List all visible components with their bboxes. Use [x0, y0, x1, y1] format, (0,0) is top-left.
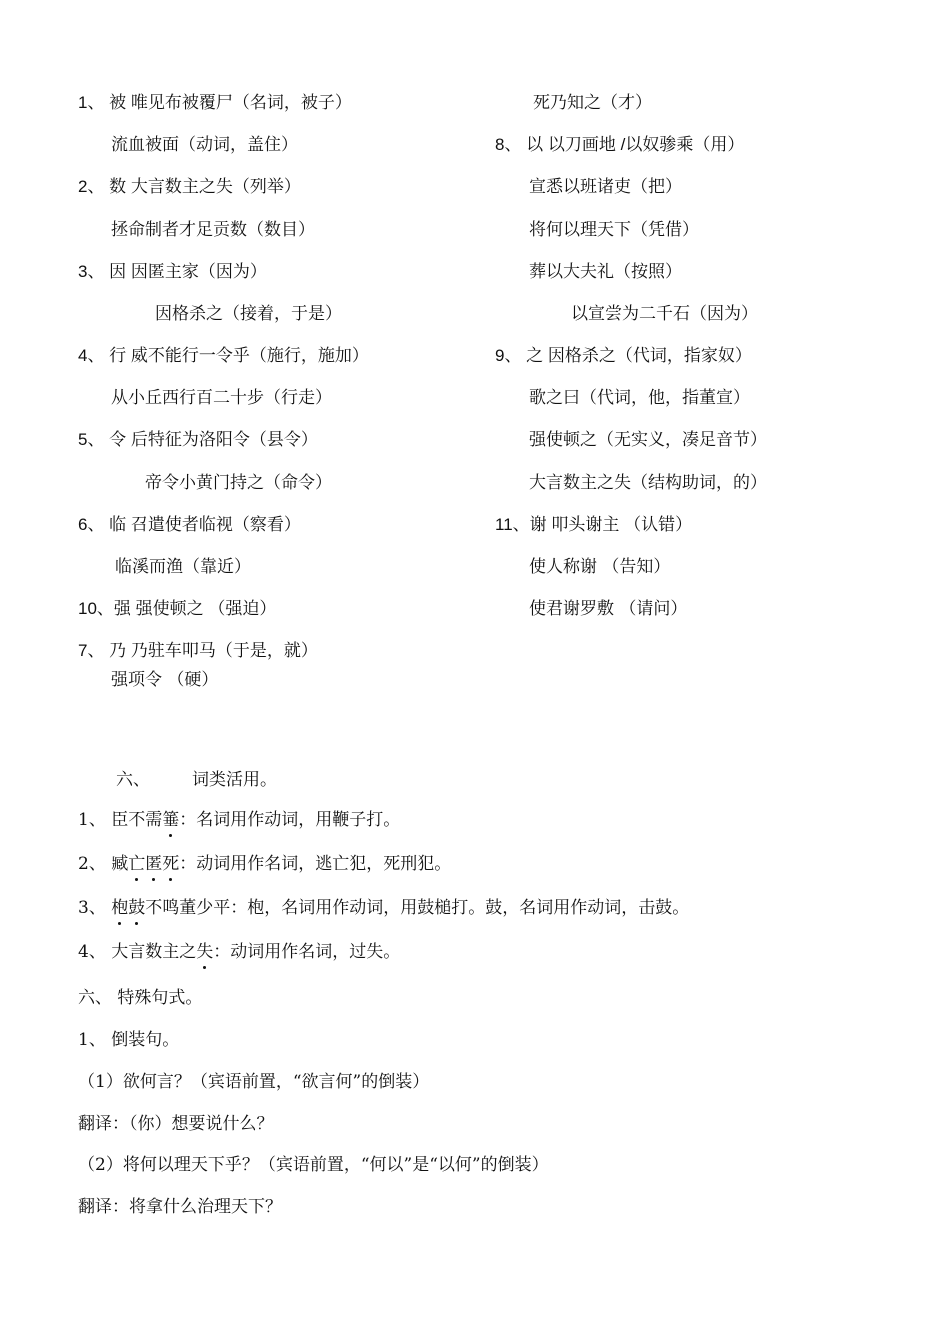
entry-xing: 4、 行 威不能行一令乎（施行，施加） — [78, 346, 369, 365]
entry-ling: 5、 令 后特征为洛阳令（县令） — [78, 430, 318, 449]
entry-bei-example: 流血被面（动词，盖住） — [111, 135, 298, 155]
entry-shu: 2、 数 大言数主之失（列举） — [78, 177, 301, 196]
emphasis-char: 亡 — [128, 854, 146, 874]
item-number: 3、 — [78, 898, 106, 918]
entry-xie: 11、谢 叩头谢主 （认错） — [495, 515, 693, 534]
entry-yi-example-2: 将何以理天下（凭借） — [529, 220, 699, 240]
entry-lin: 6、 临 召遣使者临视（察看） — [78, 515, 301, 534]
entry-zhi-example-3: 大言数主之失（结构助词，的） — [529, 473, 767, 493]
item-explanation: 不鸣董少平：枹，名词用作动词，用鼓槌打。鼓，名词用作动词，击鼓。 — [145, 898, 690, 918]
entry-xing-example: 从小丘西行百二十步（行走） — [111, 388, 332, 408]
item-number: 4、 — [78, 942, 106, 962]
word-class-item-3 — [78, 897, 689, 919]
entry-shu-example: 拯命制者才足贡数（数目） — [111, 220, 315, 240]
item-explanation: ：名词用作动词，用鞭子打。 — [179, 810, 401, 830]
entry-qiang: 10、强 强使顿之 （强迫） — [78, 599, 277, 618]
sentence-2: （2）将何以理天下乎？（宾语前置，“何以”是“以何”的倒装） — [78, 1155, 549, 1175]
entry-yi-example-3: 葬以大夫礼（按照） — [529, 262, 682, 282]
item-number: 1、 — [78, 810, 106, 830]
entry-zhi-example-2: 强使顿之（无实义，凑足音节） — [529, 430, 767, 450]
entry-ling-example: 帝令小黄门持之（命令） — [145, 473, 332, 493]
item-text: 臧 — [111, 854, 129, 874]
entry-yi-example-4: 以宣尝为二千石（因为） — [571, 304, 758, 324]
translation-2: 翻译：将拿什么治理天下？ — [78, 1197, 282, 1217]
section-heading-number: 六、 — [116, 770, 150, 790]
item-number: 2、 — [78, 854, 106, 874]
word-class-item-2 — [78, 853, 451, 875]
entry-zhi-example-1: 歌之曰（代词，他，指董宣） — [529, 388, 750, 408]
entry-yin-example: 因格杀之（接着，于是） — [155, 304, 342, 324]
entry-qiang-example: 强项令 （硬） — [111, 670, 219, 690]
entry-yi-example-1: 宣悉以班诸吏（把） — [529, 177, 682, 197]
word-class-item-4 — [78, 941, 400, 963]
item-text: 臣不需 — [111, 810, 163, 830]
item-explanation: ：动词用作名词，过失。 — [213, 942, 401, 962]
emphasis-char: 匿 — [145, 854, 163, 874]
entry-nai: 7、 乃 乃驻车叩马（于是，就） — [78, 641, 318, 660]
section-heading-word-class — [116, 769, 277, 791]
emphasis-char: 箠 — [162, 810, 180, 830]
entry-bei: 1、 被 唯见布被覆尸（名词，被子） — [78, 93, 352, 112]
entry-yin: 3、 因 因匿主家（因为） — [78, 262, 267, 281]
emphasis-char: 死 — [162, 854, 180, 874]
word-class-item-1 — [78, 809, 400, 831]
emphasis-char: 失 — [196, 942, 214, 962]
entry-lin-example: 临溪而渔（靠近） — [115, 557, 251, 577]
entry-yi: 8、 以 以刀画地 /以奴骖乘（用） — [495, 135, 745, 154]
section-heading-special-sentence: 六、 特殊句式。 — [78, 988, 203, 1008]
entry-xie-example-1: 使人称谢 （告知） — [529, 557, 671, 577]
translation-1: 翻译：（你）想要说什么？ — [78, 1114, 274, 1134]
sentence-1: （1）欲何言？（宾语前置，“欲言何”的倒装） — [78, 1072, 430, 1092]
entry-zhi: 9、 之 因格杀之（代词，指家奴） — [495, 346, 752, 365]
entry-xie-example-2: 使君谢罗敷 （请问） — [529, 599, 688, 619]
section-heading-text: 词类活用。 — [192, 770, 277, 790]
emphasis-char: 鼓 — [128, 898, 146, 918]
subheading-inversion: 1、 倒装句。 — [78, 1030, 180, 1050]
item-text: 大言数主之 — [111, 942, 197, 962]
entry-nai-example: 死乃知之（才） — [533, 93, 652, 113]
emphasis-char: 枹 — [111, 898, 129, 918]
item-explanation: ：动词用作名词，逃亡犯，死刑犯。 — [179, 854, 452, 874]
